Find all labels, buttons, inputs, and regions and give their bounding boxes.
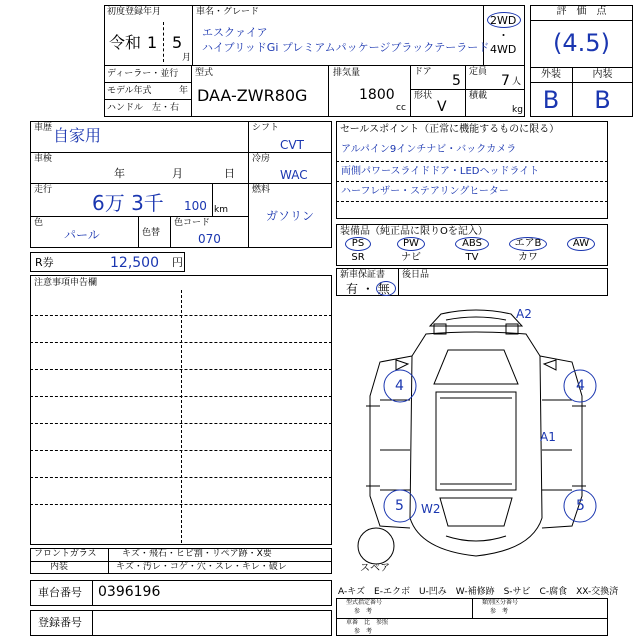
equip-airbag: エアB: [514, 238, 542, 249]
sales-points-label: セールスポイント（正常に機能するものに限る）: [340, 124, 560, 135]
recycle-label: R券: [35, 256, 54, 269]
load-label: 積載: [469, 91, 488, 101]
model-name: エスクァイア: [202, 26, 268, 39]
equip-leather: カワ: [518, 252, 538, 263]
type-spec-label: 型式指定番号: [346, 599, 383, 606]
fuel-label: 燃料: [252, 185, 271, 195]
sales-point-3: ハーフレザー・ステアリングヒーター: [341, 186, 509, 197]
equip-sr: SR: [351, 252, 365, 263]
color-label: 色: [34, 218, 44, 228]
displacement-label: 排気量: [333, 68, 361, 78]
first-reg-label: 初度登録年月: [107, 7, 162, 17]
tire-label: 車番 比 参照: [346, 619, 389, 626]
interior-grade: B: [594, 86, 611, 114]
exterior-grade: B: [542, 86, 560, 114]
chassis-label: 車台番号: [38, 586, 82, 599]
dealer-label: ディーラー・並行: [107, 69, 179, 79]
reg-year: 1: [147, 33, 158, 52]
displacement-value: 1800: [359, 87, 395, 103]
mark-front-right-wheel: 4: [576, 378, 585, 394]
header-block: [104, 5, 525, 117]
rating-label: 評 価 点: [556, 6, 607, 17]
equip-aw: AW: [572, 238, 590, 249]
class-label: 類別区分番号: [482, 599, 519, 606]
grade: ハイブリッドGi プレミアムパッケージブラックテーラード: [202, 41, 490, 54]
reg-label: 登録番号: [38, 616, 82, 629]
car-diagram: [336, 300, 616, 570]
mark-rear-left-wheel: 5: [395, 498, 404, 514]
displacement-unit: cc: [396, 103, 406, 113]
drive-dot: ・: [498, 29, 509, 42]
doors-label: ドア: [414, 67, 432, 77]
inspection-day: 日: [224, 167, 235, 180]
inspection-label: 車検: [34, 154, 53, 164]
load-unit: kg: [512, 105, 523, 115]
color-value: パール: [64, 228, 100, 242]
shift-value: CVT: [280, 138, 304, 152]
equip-navi: ナビ: [401, 252, 421, 263]
equip-pw: PW: [403, 238, 419, 249]
mileage-value: 6万 3千: [92, 191, 164, 215]
mark-a2: A2: [516, 307, 532, 321]
interior-footer-value: キズ・汚レ・コゲ・穴・スレ・キレ・破レ: [116, 562, 287, 572]
exterior-label: 外装: [541, 69, 561, 80]
fuel-value: ガソリン: [266, 209, 315, 223]
drive-2wd: 2WD: [490, 14, 517, 27]
drive-4wd: 4WD: [490, 43, 517, 56]
ref-2: 参 考: [490, 608, 509, 615]
front-glass-label: フロントガラス: [34, 549, 97, 559]
capacity-unit: 人: [512, 77, 522, 87]
inspection-month: 月: [172, 167, 183, 180]
ref-3: 参 考: [354, 628, 373, 635]
usage-value: 自家用: [53, 126, 102, 145]
interior-label: 内装: [592, 69, 613, 80]
type-value: DAA-ZWR80G: [197, 86, 308, 105]
month-unit: 月: [182, 53, 192, 63]
era: 令和: [109, 33, 142, 52]
shape-label: 形状: [414, 91, 433, 101]
recycle-unit: 円: [172, 256, 183, 269]
mark-rear-right-wheel: 5: [576, 498, 585, 514]
reg-month: 5: [172, 33, 183, 52]
chassis-value: 0396196: [98, 584, 161, 600]
after-label: 後日品: [402, 270, 430, 280]
capacity-label: 定員: [469, 67, 488, 77]
recycle-value: 12,500: [110, 255, 159, 271]
capacity-value: 7: [501, 73, 510, 89]
spare-label: スペア: [360, 563, 390, 574]
damage-legend: A-キズ E-エクボ U-凹み W-補修跡 S-サビ C-腐食 XX-交換済: [338, 587, 619, 597]
mark-w2: W2: [421, 502, 441, 516]
color-code-label: 色コード: [174, 218, 211, 228]
equipment-label: 装備品（純正品に限りOを記入）: [340, 226, 488, 237]
mark-a1: A1: [540, 430, 556, 444]
ref-1: 参 考: [354, 608, 373, 615]
mileage-label: 走行: [34, 185, 53, 195]
handle-label: ハンドル 左・右: [107, 103, 180, 113]
equip-tv: TV: [465, 252, 479, 263]
front-glass-value: キズ・飛石・ヒビ割・リペア跡・X要: [122, 549, 272, 559]
doors-value: 5: [452, 73, 461, 89]
warranty-value: 有 ・ 無: [346, 282, 390, 296]
year-unit: 年: [179, 86, 189, 96]
warranty-none-circle: [376, 281, 396, 296]
mileage-unit: km: [214, 205, 228, 215]
inspection-year: 年: [114, 167, 125, 180]
color-change-label: 色替: [142, 228, 161, 238]
notes-label: 注意事項申告欄: [34, 278, 98, 288]
ac-value: WAC: [280, 168, 308, 182]
color-code-value: 070: [198, 232, 221, 246]
sales-point-1: アルパイン9インチナビ・バックカメラ: [341, 144, 517, 155]
model-year-label: モデル年式: [107, 86, 152, 96]
interior-footer-label: 内装: [50, 562, 69, 572]
model-label: 車名・グレード: [196, 7, 260, 17]
ac-label: 冷房: [252, 154, 271, 164]
equip-abs: ABS: [462, 238, 482, 249]
type-label: 型式: [195, 68, 214, 78]
warranty-label: 新車保証書: [340, 270, 386, 280]
mileage-sub: 100: [184, 199, 207, 213]
shift-label: シフト: [252, 123, 280, 133]
mark-front-left-wheel: 4: [395, 378, 404, 394]
rating-value: (4.5): [553, 29, 610, 57]
usage-label: 車歴: [34, 123, 53, 133]
shape-value: V: [437, 99, 447, 115]
equip-ps: PS: [351, 238, 365, 249]
sales-point-2: 両側パワースライドドア・LEDヘッドライト: [341, 166, 540, 177]
